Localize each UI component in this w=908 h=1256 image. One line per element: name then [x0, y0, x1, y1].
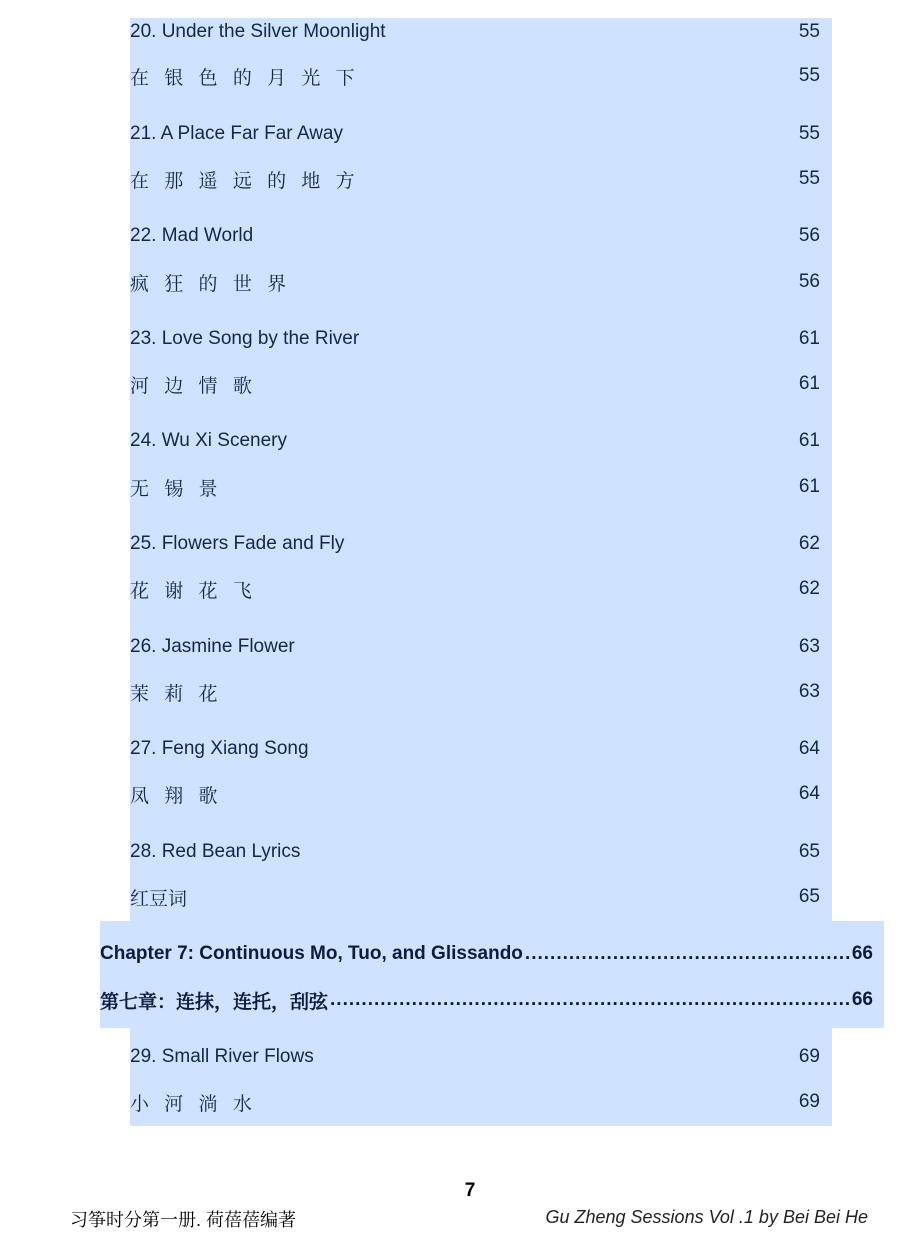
- toc-entry-page: 56: [798, 271, 820, 292]
- dot-leader: [330, 989, 850, 1011]
- toc-entry-page: 64: [798, 783, 820, 804]
- toc-entry-page: 55: [798, 123, 820, 144]
- toc-entry-page: 69: [798, 1091, 820, 1112]
- toc-entry-page: 55: [798, 65, 820, 86]
- toc-entry[interactable]: [130, 369, 820, 399]
- footer-book-title-zh: 习筝时分第一册. 荷蓓蓓编著: [70, 1210, 297, 1230]
- toc-entry-title: 无 锡 景: [130, 478, 223, 500]
- toc-entry[interactable]: [130, 164, 820, 194]
- toc-entry-page: 61: [798, 328, 820, 349]
- toc-entry[interactable]: [130, 1042, 820, 1072]
- toc-entry[interactable]: [130, 61, 820, 91]
- toc-entry-page: 62: [798, 578, 820, 599]
- toc-entry-title: 26. Jasmine Flower: [130, 636, 295, 657]
- toc-entry-page: 61: [798, 430, 820, 451]
- chapter-title: Chapter 7: Continuous Mo, Tuo, and Glissando: [100, 943, 523, 964]
- toc-entry[interactable]: [130, 677, 820, 707]
- toc-entry[interactable]: [130, 882, 820, 912]
- toc-entry[interactable]: [130, 426, 820, 456]
- toc-entry-page: 61: [798, 373, 820, 394]
- toc-entry-page: 64: [798, 738, 820, 759]
- toc-entry[interactable]: [130, 119, 820, 149]
- dot-leader: [525, 943, 850, 965]
- toc-entry[interactable]: [130, 574, 820, 604]
- toc-chapter-entry[interactable]: [100, 984, 873, 1016]
- chapter-page: 66: [851, 943, 873, 964]
- toc-entry-page: 69: [798, 1046, 820, 1067]
- toc-entry-title: 小 河 淌 水: [130, 1093, 257, 1115]
- toc-entry-page: 62: [798, 533, 820, 554]
- toc-entry[interactable]: [130, 734, 820, 764]
- toc-entry-page: 65: [798, 886, 820, 907]
- toc-entry[interactable]: [130, 324, 820, 354]
- toc-entry-title: 在 那 遥 远 的 地 方: [130, 170, 360, 192]
- toc-entry-title: 花 谢 花 飞: [130, 580, 257, 602]
- toc-entry-title: 27. Feng Xiang Song: [130, 738, 309, 759]
- footer-book-title-en: Gu Zheng Sessions Vol .1 by Bei Bei He: [545, 1207, 868, 1227]
- toc-entry-page: 61: [798, 476, 820, 497]
- toc-entry-title: 在 银 色 的 月 光 下: [130, 67, 360, 89]
- toc-entry-title: 23. Love Song by the River: [130, 328, 360, 349]
- toc-entry[interactable]: [130, 472, 820, 502]
- toc-entry-page: 63: [798, 636, 820, 657]
- toc-entry-title: 凤 翔 歌: [130, 785, 223, 807]
- toc-entry-title: 疯 狂 的 世 界: [130, 273, 292, 295]
- toc-entry-page: 63: [798, 681, 820, 702]
- toc-chapter-entry[interactable]: [100, 938, 873, 970]
- toc-entry-title: 25. Flowers Fade and Fly: [130, 533, 345, 554]
- toc-entry-page: 56: [798, 225, 820, 246]
- toc-entry-title: 21. A Place Far Far Away: [130, 123, 343, 144]
- chapter-title: 第七章：连抹，连托，刮弦: [100, 991, 329, 1013]
- toc-entry-title: 29. Small River Flows: [130, 1046, 314, 1067]
- toc-entry[interactable]: [130, 779, 820, 809]
- toc-entry-title: 红豆词: [130, 888, 188, 910]
- toc-entry-title: 茉 莉 花: [130, 683, 223, 705]
- toc-entry[interactable]: [130, 221, 820, 251]
- toc-entry[interactable]: [130, 1087, 820, 1117]
- toc-entry-title: 22. Mad World: [130, 225, 254, 246]
- toc-entry-page: 65: [798, 841, 820, 862]
- toc-entry[interactable]: [130, 267, 820, 297]
- toc-entry[interactable]: [130, 17, 820, 47]
- toc-entry[interactable]: [130, 529, 820, 559]
- toc-entry[interactable]: [130, 632, 820, 662]
- page-number: 7: [464, 1180, 476, 1201]
- toc-entry-title: 28. Red Bean Lyrics: [130, 841, 301, 862]
- chapter-page: 66: [851, 989, 873, 1010]
- toc-entry-page: 55: [798, 21, 820, 42]
- toc-entry[interactable]: [130, 837, 820, 867]
- toc-entry-page: 55: [798, 168, 820, 189]
- toc-entry-title: 河 边 情 歌: [130, 375, 257, 397]
- toc-entry-title: 24. Wu Xi Scenery: [130, 430, 288, 451]
- toc-entry-title: 20. Under the Silver Moonlight: [130, 21, 386, 42]
